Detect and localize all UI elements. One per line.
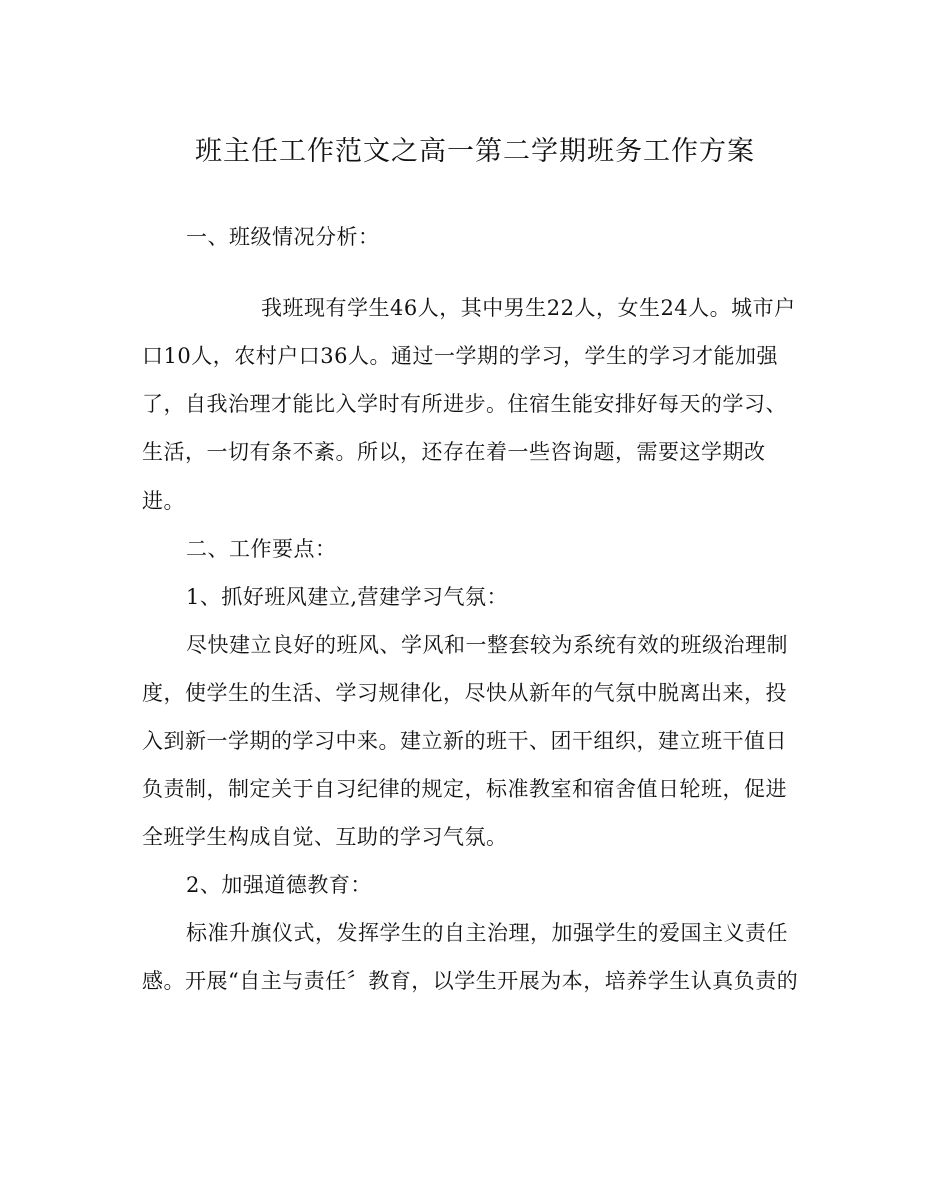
paragraph-line: 进。: [142, 489, 185, 513]
paragraph-line: 了，自我治理才能比入学时有所进步。住宿生能安排好每天的学习、: [142, 392, 787, 416]
paragraph-line: 生活，一切有条不紊。所以，还存在着一些咨询题，需要这学期改: [142, 440, 766, 464]
section-heading: 二、工作要点：: [186, 537, 337, 561]
paragraph-line: 入到新一学期的学习中来。建立新的班干、团干组织，建立班干值日: [142, 729, 787, 753]
paragraph-line: 尽快建立良好的班风、学风和一整套较为系统有效的班级治理制: [186, 633, 788, 657]
paragraph-line: 我班现有学生46人，其中男生22人，女生24人。城市户: [261, 296, 796, 320]
paragraph-line: 标准升旗仪式，发挥学生的自主治理，加强学生的爱国主义责任: [186, 921, 788, 945]
subsection-heading: 2、加强道德教育：: [186, 873, 372, 897]
paragraph-line: 感。开展“自主与责任〞教育，以学生开展为本，培养学生认真负责的: [142, 969, 799, 993]
paragraph-line: 全班学生构成自觉、互助的学习气氛。: [142, 825, 508, 849]
paragraph-line: 负责制，制定关于自习纪律的规定，标准教室和宿舍值日轮班，促进: [142, 777, 787, 801]
paragraph-line: 度，使学生的生活、学习规律化，尽快从新年的气氛中脱离出来，投: [142, 681, 787, 705]
paragraph-line: 口10人，农村户口36人。通过一学期的学习，学生的学习才能加强: [142, 344, 778, 368]
section-heading: 一、班级情况分析：: [186, 225, 380, 249]
subsection-heading: 1、抓好班风建立,营建学习气氛：: [186, 585, 509, 609]
document-title: 班主任工作范文之高一第二学期班务工作方案: [195, 136, 755, 167]
